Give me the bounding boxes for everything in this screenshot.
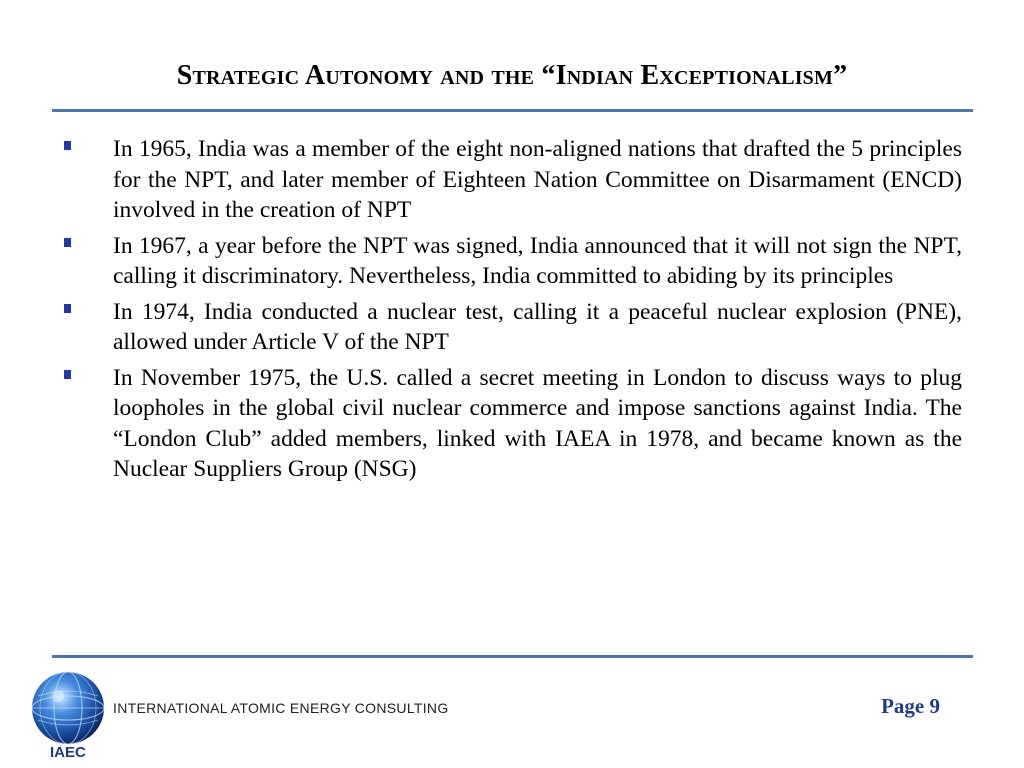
bullet-text: In 1974, India conducted a nuclear test, calling it a peaceful nuclear explosion (PNE), allowed under Article V of the NPT [113,298,962,355]
bullet-item [60,231,962,292]
page-number: Page 9 [881,694,940,718]
bullet-text: In 1967, a year before the NPT was signed, India announced that it will not sign the NPT, calling it discriminatory. Nevertheless, India committed to abiding by its principles [113,232,962,289]
slide-title: Strategic Autonomy and the “Indian Exceptionalism” [176,60,848,91]
logo-label: IAEC [50,744,86,761]
square-bullet-icon [64,304,71,313]
square-bullet-icon [64,238,71,247]
square-bullet-icon [64,141,71,150]
square-bullet-icon [64,370,71,379]
footer-divider [52,655,973,658]
bullet-item [60,297,962,358]
bullet-list [60,134,962,490]
title-divider [52,109,973,112]
globe-icon [28,668,108,748]
bullet-item [60,134,962,226]
bullet-text: In November 1975, the U.S. called a secret meeting in London to discuss ways to plug loopholes in the global civil nuclear commerce and impose sanctions against India. The “London Club” added members, linked with IAEA in 1978, and became known as the Nuclear Suppliers Group (NSG) [113,364,962,482]
bullet-item [60,363,962,485]
bullet-text: In 1965, India was a member of the eight non-aligned nations that drafted the 5 principles for the NPT, and later member of Eighteen Nation Committee on Disarmament (ENCD) involved in the creation of NPT [113,136,962,223]
company-name: INTERNATIONAL ATOMIC ENERGY CONSULTING [113,700,449,716]
